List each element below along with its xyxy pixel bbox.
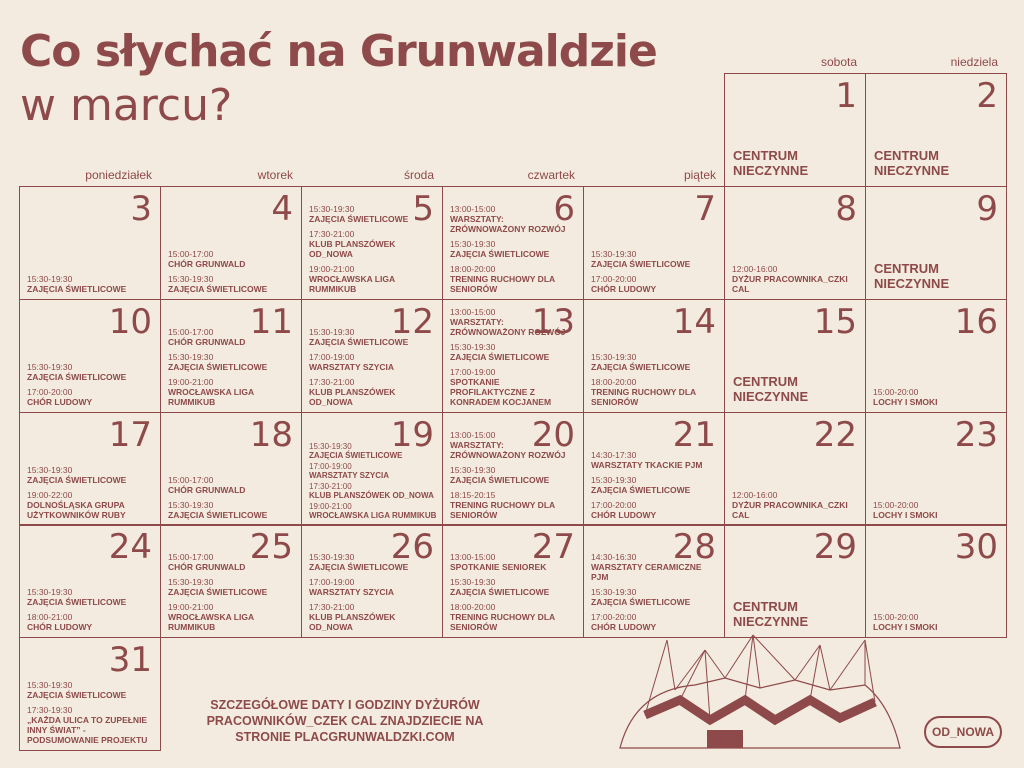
event-item (450, 239, 579, 259)
weekday-label: piątek (683, 168, 716, 182)
day-number: 29 (813, 527, 857, 567)
event-item (450, 342, 579, 362)
event-time: 17:00-19:00 (309, 352, 355, 362)
event-item (591, 587, 720, 607)
event-item (27, 612, 156, 632)
event-name: ZAJĘCIA ŚWIETLICOWE (450, 475, 550, 485)
event-list (168, 470, 297, 520)
event-name: CHÓR GRUNWALD (168, 485, 246, 495)
event-item (168, 500, 297, 520)
event-item (591, 552, 720, 582)
event-time: 15:30-19:30 (309, 327, 355, 337)
event-list (591, 445, 720, 520)
calendar-day-cell (865, 299, 1007, 413)
event-time: 15:30-19:30 (450, 342, 496, 352)
event-time: 14:30-16:30 (591, 552, 637, 562)
event-time: 18:00-20:00 (450, 602, 496, 612)
event-time: 17:00-19:00 (450, 367, 496, 377)
event-item (873, 612, 1002, 632)
page-subtitle: w marcu? (20, 80, 233, 131)
day-number: 13 (531, 302, 575, 342)
event-name: ZAJĘCIA ŚWIETLICOWE (309, 214, 409, 224)
closed-label: CENTRUM NIECZYNNE (733, 148, 809, 178)
event-time: 18:00-20:00 (591, 377, 637, 387)
day-number: 11 (249, 302, 293, 342)
calendar-day-cell (160, 524, 302, 638)
event-list (309, 322, 438, 407)
event-time: 15:30-19:30 (27, 587, 73, 597)
event-item (27, 387, 156, 407)
event-time: 17:00-20:00 (591, 274, 637, 284)
event-time: 15:30-19:30 (450, 577, 496, 587)
event-item (591, 500, 720, 520)
info-text: SZCZEGÓŁOWE DATY I GODZINY DYŻURÓW PRACOWNIKÓW_CZEK CAL ZNAJDZIECIE NA STRONIE PLACGRUNWALDZKI.COM (206, 698, 484, 744)
event-item (591, 377, 720, 407)
event-name: DYŻUR PRACOWNIKA_CZKI CAL (732, 500, 848, 520)
event-item (450, 490, 579, 520)
event-time: 18:00-21:00 (27, 612, 73, 622)
day-number: 14 (672, 302, 716, 342)
event-list (591, 244, 720, 294)
event-item (309, 377, 438, 407)
calendar-day-cell (160, 299, 302, 413)
event-time: 15:30-19:30 (591, 352, 637, 362)
calendar-day-cell (19, 299, 161, 413)
calendar-day-cell (442, 412, 584, 526)
event-item (450, 552, 579, 572)
calendar-day-cell (19, 186, 161, 300)
event-item (873, 500, 1002, 520)
event-item (27, 705, 156, 745)
event-list (873, 607, 1002, 632)
event-item (450, 307, 579, 337)
day-number: 26 (390, 527, 434, 567)
event-item (168, 552, 297, 572)
event-list (309, 440, 438, 520)
day-number: 10 (108, 302, 152, 342)
event-time: 15:30-19:30 (591, 249, 637, 259)
calendar-day-cell (442, 186, 584, 300)
event-time: 18:15-20:15 (450, 490, 496, 500)
event-name: ZAJĘCIA ŚWIETLICOWE (168, 284, 268, 294)
event-list (591, 347, 720, 407)
calendar-day-cell (724, 299, 866, 413)
event-item (450, 465, 579, 485)
event-item (732, 264, 861, 294)
event-name: SPOTKANIE SENIOREK (450, 562, 547, 572)
event-time: 15:30-19:30 (309, 442, 352, 451)
event-time: 17:00-20:00 (27, 387, 73, 397)
event-list (450, 199, 579, 294)
day-number: 25 (249, 527, 293, 567)
calendar-day-cell (583, 524, 725, 638)
event-time: 15:30-19:30 (591, 475, 637, 485)
event-time: 13:00-15:00 (450, 552, 496, 562)
event-time: 17:00-20:00 (591, 612, 637, 622)
event-name: CHÓR GRUNWALD (168, 259, 246, 269)
event-time: 19:00-21:00 (168, 602, 214, 612)
event-name: ZAJĘCIA ŚWIETLICOWE (27, 597, 127, 607)
event-item (168, 377, 297, 407)
event-name: TRENING RUCHOWY DLA SENIORÓW (450, 612, 555, 632)
event-time: 15:30-19:30 (591, 587, 637, 597)
event-name: ZAJĘCIA ŚWIETLICOWE (309, 451, 403, 460)
event-name: ZAJĘCIA ŚWIETLICOWE (591, 259, 691, 269)
day-number: 22 (813, 415, 857, 455)
event-name: SPOTKANIE PROFILAKTYCZNE Z KONRADEM KOCJANEM (450, 377, 552, 407)
event-name: ZAJĘCIA ŚWIETLICOWE (591, 362, 691, 372)
event-list (309, 199, 438, 294)
event-name: LOCHY I SMOKI (873, 622, 938, 632)
event-name: LOCHY I SMOKI (873, 397, 938, 407)
weekday-label: poniedziałek (85, 168, 152, 182)
event-item (450, 602, 579, 632)
event-name: ZAJĘCIA ŚWIETLICOWE (309, 337, 409, 347)
event-item (732, 490, 861, 520)
event-time: 17:00-19:00 (309, 462, 352, 471)
event-name: KLUB PLANSZÓWEK OD_NOWA (309, 239, 396, 259)
day-number: 15 (813, 302, 857, 342)
event-name: DOLNOŚLĄSKA GRUPA UŻYTKOWNIKÓW RUBY (27, 500, 126, 520)
event-list (873, 495, 1002, 520)
event-time: 18:00-20:00 (450, 264, 496, 274)
event-list (27, 582, 156, 632)
event-list (168, 244, 297, 294)
event-name: KLUB PLANSZÓWEK OD_NOWA (309, 491, 434, 500)
weekday-label: wtorek (257, 168, 293, 182)
event-item (309, 264, 438, 294)
event-name: CHÓR GRUNWALD (168, 562, 246, 572)
calendar-day-cell (583, 299, 725, 413)
calendar-day-cell (442, 299, 584, 413)
event-list (27, 357, 156, 407)
weekday-label: czwartek (527, 168, 575, 182)
calendar-day-cell (724, 186, 866, 300)
calendar-day-cell (19, 637, 161, 751)
event-name: KLUB PLANSZÓWEK OD_NOWA (309, 387, 396, 407)
closed-label: CENTRUM NIECZYNNE (874, 261, 950, 291)
calendar-day-cell (301, 299, 443, 413)
event-name: ZAJĘCIA ŚWIETLICOWE (591, 597, 691, 607)
day-number: 24 (108, 527, 152, 567)
calendar-day-cell (724, 412, 866, 526)
event-item (450, 264, 579, 294)
event-item (27, 465, 156, 485)
event-name: ZAJĘCIA ŚWIETLICOWE (450, 249, 550, 259)
event-name: WARSZTATY TKACKIE PJM (591, 460, 703, 470)
event-time: 17:30-21:00 (309, 482, 352, 491)
event-time: 15:30-19:30 (168, 274, 214, 284)
event-name: WARSZTATY: ZRÓWNOWAŻONY ROZWÓJ (450, 317, 566, 337)
event-time: 19:00-21:00 (168, 377, 214, 387)
day-number: 23 (954, 415, 998, 455)
day-number: 3 (130, 189, 152, 229)
calendar-day-cell (19, 524, 161, 638)
day-number: 31 (108, 640, 152, 680)
event-time: 13:00-15:00 (450, 430, 496, 440)
day-number: 8 (835, 189, 857, 229)
calendar-day-cell (724, 524, 866, 638)
event-name: ZAJĘCIA ŚWIETLICOWE (27, 475, 127, 485)
event-item (873, 387, 1002, 407)
event-name: WARSZTATY CERAMICZNE PJM (591, 562, 702, 582)
event-item (309, 352, 438, 372)
event-list (450, 425, 579, 520)
event-time: 15:00-17:00 (168, 475, 214, 485)
page-title: Co słychać na Grunwaldzie (20, 26, 657, 77)
event-list (732, 485, 861, 520)
event-time: 17:00-20:00 (591, 500, 637, 510)
event-time: 15:30-19:30 (27, 465, 73, 475)
event-name: TRENING RUCHOWY DLA SENIORÓW (591, 387, 696, 407)
day-number: 7 (694, 189, 716, 229)
event-time: 13:00-15:00 (450, 204, 496, 214)
calendar-day-cell (865, 73, 1007, 187)
event-name: CHÓR LUDOWY (27, 397, 93, 407)
event-name: CHÓR LUDOWY (591, 284, 657, 294)
calendar-day-cell (865, 186, 1007, 300)
calendar-day-cell (301, 524, 443, 638)
event-time: 15:30-19:30 (27, 680, 73, 690)
calendar-day-cell (865, 412, 1007, 526)
day-number: 2 (976, 76, 998, 116)
event-time: 15:30-19:30 (309, 204, 355, 214)
event-item (309, 502, 438, 520)
event-item (309, 552, 438, 572)
event-item (309, 462, 438, 480)
closed-label: CENTRUM NIECZYNNE (733, 374, 809, 404)
weekday-label: sobota (820, 55, 857, 69)
calendar-day-cell (160, 412, 302, 526)
event-item (450, 204, 579, 234)
day-number: 17 (108, 415, 152, 455)
event-name: KLUB PLANSZÓWEK OD_NOWA (309, 612, 396, 632)
calendar-day-cell (160, 186, 302, 300)
event-list (168, 547, 297, 632)
event-item (168, 602, 297, 632)
event-name: DYŻUR PRACOWNIKA_CZKI CAL (732, 274, 848, 294)
event-time: 19:00-21:00 (309, 502, 352, 511)
event-name: LOCHY I SMOKI (873, 510, 938, 520)
event-item (168, 327, 297, 347)
hall-illustration (615, 630, 905, 750)
event-item (27, 490, 156, 520)
event-name: ZAJĘCIA ŚWIETLICOWE (168, 362, 268, 372)
event-name: „KAŻDA ULICA TO ZUPEŁNIE INNY ŚWIAT” - PODSUMOWANIE PROJEKTU (27, 715, 148, 745)
event-time: 17:30-21:00 (309, 229, 355, 239)
event-item (309, 602, 438, 632)
event-list (873, 382, 1002, 407)
event-item (591, 475, 720, 495)
event-list (732, 259, 861, 294)
event-item (591, 352, 720, 372)
event-time: 13:00-15:00 (450, 307, 496, 317)
event-item (27, 680, 156, 700)
event-list (450, 547, 579, 632)
event-item (309, 204, 438, 224)
day-number: 9 (976, 189, 998, 229)
day-number: 18 (249, 415, 293, 455)
calendar-day-cell (724, 73, 866, 187)
event-name: ZAJĘCIA ŚWIETLICOWE (27, 372, 127, 382)
event-time: 15:00-17:00 (168, 327, 214, 337)
event-list (309, 547, 438, 632)
event-item (591, 274, 720, 294)
event-name: ZAJĘCIA ŚWIETLICOWE (168, 587, 268, 597)
event-name: ZAJĘCIA ŚWIETLICOWE (450, 352, 550, 362)
event-list (27, 269, 156, 294)
event-name: CHÓR LUDOWY (27, 622, 93, 632)
day-number: 12 (390, 302, 434, 342)
event-name: WROCŁAWSKA LIGA RUMMIKUB (168, 612, 254, 632)
event-time: 15:30-19:30 (27, 362, 73, 372)
event-name: CHÓR GRUNWALD (168, 337, 246, 347)
event-time: 12:00-16:00 (732, 264, 778, 274)
closed-label: CENTRUM NIECZYNNE (874, 148, 950, 178)
event-time: 15:00-17:00 (168, 249, 214, 259)
event-name: WROCŁAWSKA LIGA RUMMIKUB (168, 387, 254, 407)
od-nowa-logo: OD_NOWA (924, 716, 1002, 748)
day-number: 28 (672, 527, 716, 567)
event-item (168, 352, 297, 372)
event-name: ZAJĘCIA ŚWIETLICOWE (27, 690, 127, 700)
event-time: 15:30-19:30 (450, 465, 496, 475)
event-list (450, 302, 579, 407)
event-item (27, 274, 156, 294)
event-item (168, 249, 297, 269)
event-time: 15:30-19:30 (168, 352, 214, 362)
event-item (450, 430, 579, 460)
calendar-day-cell (583, 412, 725, 526)
event-time: 17:00-19:00 (309, 577, 355, 587)
event-item (168, 274, 297, 294)
event-item (309, 229, 438, 259)
event-time: 15:00-17:00 (168, 552, 214, 562)
event-name: TRENING RUCHOWY DLA SENIORÓW (450, 274, 555, 294)
day-number: 20 (531, 415, 575, 455)
event-name: ZAJĘCIA ŚWIETLICOWE (591, 485, 691, 495)
day-number: 21 (672, 415, 716, 455)
event-item (309, 482, 438, 500)
event-item (168, 475, 297, 495)
event-name: WARSZTATY SZYCIA (309, 362, 394, 372)
event-time: 15:30-19:30 (168, 577, 214, 587)
calendar-day-cell (301, 412, 443, 526)
event-time: 19:00-21:00 (309, 264, 355, 274)
calendar-day-cell (19, 412, 161, 526)
event-name: TRENING RUCHOWY DLA SENIORÓW (450, 500, 555, 520)
event-item (591, 249, 720, 269)
event-item (27, 362, 156, 382)
event-item (309, 577, 438, 597)
event-list (27, 675, 156, 745)
event-name: WROCŁAWSKA LIGA RUMMIKUB (309, 511, 437, 520)
event-item (168, 577, 297, 597)
event-time: 15:00-20:00 (873, 500, 919, 510)
event-item (450, 577, 579, 597)
event-time: 17:30-21:00 (309, 602, 355, 612)
event-time: 15:00-20:00 (873, 612, 919, 622)
event-time: 15:00-20:00 (873, 387, 919, 397)
weekday-label: niedziela (950, 55, 998, 69)
day-number: 16 (954, 302, 998, 342)
day-number: 1 (835, 76, 857, 116)
event-item (591, 450, 720, 470)
event-list (591, 547, 720, 632)
day-number: 19 (390, 415, 434, 455)
event-name: ZAJĘCIA ŚWIETLICOWE (27, 284, 127, 294)
event-item (591, 612, 720, 632)
event-time: 17:30-21:00 (309, 377, 355, 387)
event-list (168, 322, 297, 407)
event-item (27, 587, 156, 607)
event-time: 15:30-19:30 (168, 500, 214, 510)
event-name: WARSZTATY: ZRÓWNOWAŻONY ROZWÓJ (450, 214, 566, 234)
closed-label: CENTRUM NIECZYNNE (733, 599, 809, 629)
day-number: 30 (954, 527, 998, 567)
event-time: 19:00-22:00 (27, 490, 73, 500)
event-time: 15:30-19:30 (309, 552, 355, 562)
day-number: 4 (271, 189, 293, 229)
event-time: 17:30-19:30 (27, 705, 73, 715)
event-name: ZAJĘCIA ŚWIETLICOWE (168, 510, 268, 520)
event-name: WARSZTATY: ZRÓWNOWAŻONY ROZWÓJ (450, 440, 566, 460)
calendar-day-cell (301, 186, 443, 300)
event-name: CHÓR LUDOWY (591, 622, 657, 632)
day-number: 5 (412, 189, 434, 229)
event-time: 15:30-19:30 (27, 274, 73, 284)
event-time: 15:30-19:30 (450, 239, 496, 249)
day-number: 27 (531, 527, 575, 567)
event-time: 14:30-17:30 (591, 450, 637, 460)
weekday-label: środa (403, 168, 434, 182)
calendar-day-cell (442, 524, 584, 638)
event-name: WARSZTATY SZYCIA (309, 587, 394, 597)
event-time: 12:00-16:00 (732, 490, 778, 500)
calendar-day-cell (583, 186, 725, 300)
event-item (450, 367, 579, 407)
event-list (27, 460, 156, 520)
event-name: ZAJĘCIA ŚWIETLICOWE (450, 587, 550, 597)
calendar-day-cell (865, 524, 1007, 638)
event-name: WARSZTATY SZYCIA (309, 471, 389, 480)
event-item (309, 442, 438, 460)
event-item (309, 327, 438, 347)
event-name: ZAJĘCIA ŚWIETLICOWE (309, 562, 409, 572)
day-number: 6 (553, 189, 575, 229)
event-name: WROCŁAWSKA LIGA RUMMIKUB (309, 274, 395, 294)
event-name: CHÓR LUDOWY (591, 510, 657, 520)
